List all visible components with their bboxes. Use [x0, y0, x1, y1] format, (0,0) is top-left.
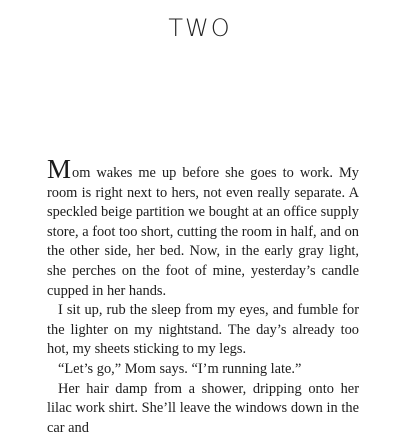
- paragraph-1: [47, 154, 359, 301]
- paragraph-1-text: om wakes me up before she goes to work. My room is right next to hers, not even really separate. A speckled beige partition we bought at an office supply store, a foot too short, cutting the room in half, and on the other side, her bed. Now, in the early gray light, she perches on the foot of mine, yesterday’s candle cupped in her hands.: [47, 165, 359, 299]
- chapter-title: TWO: [168, 14, 232, 42]
- paragraph-2: [47, 301, 359, 360]
- paragraph-4-text: Her hair damp from a shower, dripping onto her lilac work shirt. She’ll leave the windows down in the car and: [47, 380, 359, 436]
- paragraph-3: [47, 360, 359, 380]
- paragraph-4: [47, 380, 359, 438]
- chapter-body: [47, 154, 359, 438]
- drop-cap: M: [47, 154, 72, 184]
- paragraph-2-text: I sit up, rub the sleep from my eyes, and fumble for the lighter on my nightstand. The day’s already too hot, my sheets sticking to my legs.: [47, 302, 359, 358]
- paragraph-3-text: “Let’s go,” Mom says. “I’m running late.”: [58, 360, 302, 377]
